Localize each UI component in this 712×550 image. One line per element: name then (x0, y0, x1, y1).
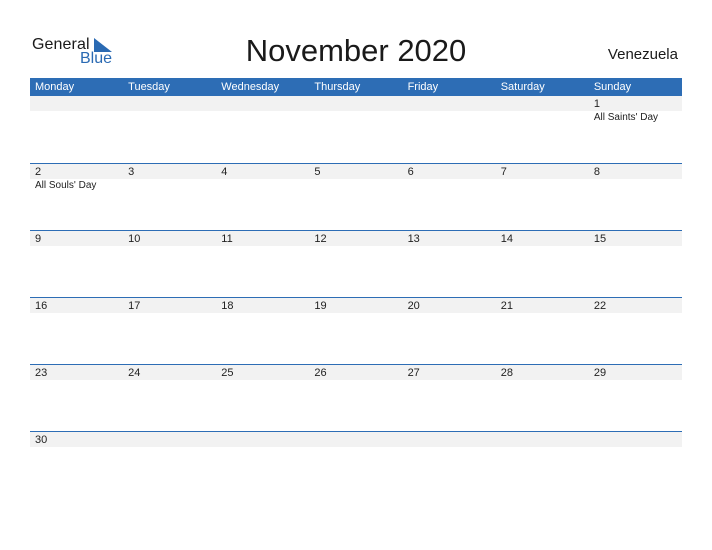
holiday-label: All Saints' Day (593, 112, 658, 123)
week-row (30, 431, 682, 498)
weeks-container (30, 96, 682, 498)
day-number: 18 (221, 300, 234, 312)
day-cell (496, 164, 589, 230)
day-number: 27 (407, 367, 420, 379)
day-number: 3 (128, 166, 135, 178)
day-cell (123, 231, 216, 297)
week-row (30, 230, 682, 297)
day-cell (309, 432, 402, 498)
day-number: 30 (35, 434, 48, 446)
week-row (30, 163, 682, 230)
day-cell (123, 164, 216, 230)
day-number: 12 (314, 233, 327, 245)
weekday-monday: Monday (35, 81, 75, 93)
day-number: 11 (221, 233, 233, 245)
weekday-wednesday: Wednesday (221, 81, 280, 93)
day-cell (123, 96, 216, 163)
day-number: 13 (407, 233, 420, 245)
day-cell (216, 432, 309, 498)
day-cell (589, 365, 682, 431)
day-cell (30, 298, 123, 364)
week-row (30, 297, 682, 364)
weekday-saturday: Saturday (500, 81, 545, 93)
weekday-sunday: Sunday (593, 81, 632, 93)
day-cell (403, 96, 496, 163)
day-cell (30, 231, 123, 297)
day-cell (309, 365, 402, 431)
country-label: Venezuela (607, 46, 678, 63)
day-number: 5 (314, 166, 321, 178)
day-number: 15 (593, 233, 607, 245)
day-cell (403, 231, 496, 297)
day-cell (309, 298, 402, 364)
day-cell (30, 432, 123, 498)
day-cell (589, 432, 682, 498)
day-cell (216, 365, 309, 431)
day-number: 29 (593, 367, 607, 379)
day-cell (403, 298, 496, 364)
day-number: 8 (593, 166, 600, 178)
day-number: 26 (314, 367, 327, 379)
day-cell (123, 365, 216, 431)
day-cell (496, 298, 589, 364)
day-cell (216, 96, 309, 163)
day-cell (216, 231, 309, 297)
day-number: 7 (500, 166, 507, 178)
day-cell (589, 164, 682, 230)
day-cell (496, 432, 589, 498)
day-number: 6 (407, 166, 414, 178)
week-row (30, 96, 682, 163)
weekday-header (30, 78, 682, 96)
day-number: 20 (407, 300, 420, 312)
day-number: 2 (35, 166, 42, 178)
day-cell (403, 365, 496, 431)
weekday-friday: Friday (407, 81, 439, 93)
day-cell (496, 231, 589, 297)
day-number: 1 (593, 98, 600, 110)
day-cell (309, 96, 402, 163)
calendar-title: November 2020 (245, 33, 467, 68)
day-cell (589, 231, 682, 297)
day-cell (403, 164, 496, 230)
day-number: 19 (314, 300, 327, 312)
logo-word-blue: Blue (80, 50, 113, 67)
day-number: 23 (35, 367, 48, 379)
day-cell (30, 365, 123, 431)
day-cell (403, 432, 496, 498)
day-cell (309, 164, 402, 230)
day-cell (589, 298, 682, 364)
weekday-thursday: Thursday (314, 81, 361, 93)
calendar-grid (30, 78, 682, 498)
day-number: 14 (500, 233, 513, 245)
day-number: 21 (500, 300, 513, 312)
weekday-tuesday: Tuesday (128, 81, 170, 93)
day-number: 22 (593, 300, 607, 312)
day-cell (123, 298, 216, 364)
day-cell (309, 231, 402, 297)
day-cell (30, 96, 123, 163)
day-number: 24 (128, 367, 141, 379)
holiday-label: All Souls' Day (35, 180, 97, 191)
day-number: 28 (500, 367, 513, 379)
day-cell (216, 164, 309, 230)
day-number: 10 (128, 233, 141, 245)
day-cell (216, 298, 309, 364)
day-number: 25 (221, 367, 234, 379)
day-number: 4 (221, 166, 228, 178)
day-number: 17 (128, 300, 141, 312)
day-number: 16 (35, 300, 48, 312)
day-cell (589, 96, 682, 163)
logo-word-general: General (32, 36, 90, 53)
day-cell (496, 96, 589, 163)
day-cell (123, 432, 216, 498)
week-row (30, 364, 682, 431)
day-cell (496, 365, 589, 431)
day-number: 9 (35, 233, 42, 245)
day-cell (30, 164, 123, 230)
